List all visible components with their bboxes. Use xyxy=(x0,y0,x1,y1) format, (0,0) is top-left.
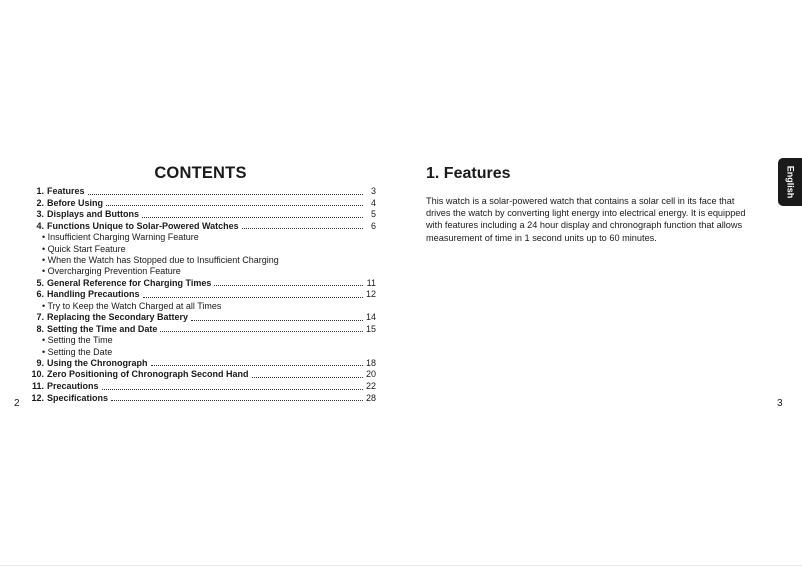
toc-leader-dots xyxy=(160,330,363,332)
toc-entry-page: 3 xyxy=(370,186,376,196)
toc-entry-title: Replacing the Secondary Battery xyxy=(47,312,189,323)
toc-entry-page: 5 xyxy=(370,209,376,220)
toc-entry-page: 6 xyxy=(370,220,376,231)
toc-leader-dots xyxy=(142,216,363,218)
toc-leader-dots xyxy=(214,284,363,286)
toc-entry-number: 1. xyxy=(36,186,44,196)
toc-entry-number: 4. xyxy=(36,220,44,231)
toc-entry-title: Precautions xyxy=(47,381,99,392)
toc-subentry: • Try to Keep the Watch Charged at all Times xyxy=(42,300,222,311)
toc-entry-number: 3. xyxy=(36,209,44,220)
toc-leader-dots xyxy=(106,204,363,206)
toc-entry-page: 11 xyxy=(366,277,376,288)
page-number-left: 2 xyxy=(14,398,20,409)
toc-subentry: • Setting the Time xyxy=(42,335,113,346)
toc-entry-page: 18 xyxy=(365,357,376,368)
toc-entry-title: Handling Precautions xyxy=(47,289,140,300)
toc-entry-title: Using the Chronograph xyxy=(47,357,148,368)
toc-leader-dots xyxy=(252,376,363,378)
toc-entry-title: Before Using xyxy=(47,197,104,208)
toc-entry-page: 28 xyxy=(365,392,376,403)
toc-leader-dots xyxy=(151,364,363,366)
toc-entry-page: 20 xyxy=(365,369,376,380)
toc-entry xyxy=(28,186,376,198)
table-of-contents xyxy=(28,186,376,404)
toc-entry-number: 9. xyxy=(36,357,44,368)
toc-entry-page: 12 xyxy=(365,289,376,300)
toc-entry xyxy=(28,221,376,233)
toc-entry xyxy=(28,381,376,393)
toc-leader-dots xyxy=(242,227,363,229)
toc-entry xyxy=(28,278,376,290)
toc-entry xyxy=(28,289,376,301)
toc-subentry: • Insufficient Charging Warning Feature xyxy=(42,232,199,243)
toc-subentry: • Setting the Date xyxy=(42,346,113,357)
toc-entry-title: Features xyxy=(47,186,85,196)
toc-subentry: • When the Watch has Stopped due to Insufficient Charging xyxy=(42,254,279,265)
toc-entry-page: 4 xyxy=(370,197,376,208)
toc-entry-number: 10. xyxy=(31,369,44,380)
toc-entry-page: 15 xyxy=(365,323,376,334)
toc-entry xyxy=(28,209,376,221)
toc-entry xyxy=(28,358,376,370)
contents-heading: CONTENTS xyxy=(154,164,247,182)
toc-entry-number: 11. xyxy=(31,381,44,392)
toc-subentry: • Overcharging Prevention Feature xyxy=(42,266,181,277)
page-number-right: 3 xyxy=(777,398,783,409)
features-paragraph: This watch is a solar-powered watch that contains a solar cell in its face that drives the watch by converting light energy into electrical energy. It is equipped with features including a 24 hour display and chronograph function that allows measurement of time in 1 second units up to 60 minutes. xyxy=(426,196,746,243)
toc-entry-title: Specifications xyxy=(47,392,109,403)
toc-entry xyxy=(28,369,376,381)
toc-leader-dots xyxy=(191,319,363,321)
toc-entry-number: 8. xyxy=(36,323,44,334)
toc-leader-dots xyxy=(88,193,363,195)
toc-entry xyxy=(28,393,376,405)
toc-leader-dots xyxy=(102,388,363,390)
toc-entry-number: 6. xyxy=(36,289,44,300)
features-heading: 1. Features xyxy=(426,165,511,182)
toc-entry-title: General Reference for Charging Times xyxy=(47,277,212,288)
toc-leader-dots xyxy=(111,399,363,401)
toc-entry xyxy=(28,324,376,336)
toc-entry-page: 14 xyxy=(365,312,376,323)
toc-entry xyxy=(28,312,376,324)
toc-entry-title: Functions Unique to Solar-Powered Watches xyxy=(47,220,239,231)
toc-entry-title: Setting the Time and Date xyxy=(47,323,158,334)
toc-entry-page: 22 xyxy=(365,381,376,392)
toc-entry-number: 2. xyxy=(36,197,44,208)
toc-entry-number: 12. xyxy=(31,392,44,403)
toc-entry-title: Displays and Buttons xyxy=(47,209,140,220)
language-tab xyxy=(778,158,802,206)
bottom-divider xyxy=(0,565,802,566)
toc-entry-number: 7. xyxy=(36,312,44,323)
toc-entry xyxy=(28,198,376,210)
toc-entry-number: 5. xyxy=(36,277,44,288)
language-tab-label: English xyxy=(785,165,796,199)
toc-entry-title: Zero Positioning of Chronograph Second Hand xyxy=(47,369,249,380)
toc-subentry: • Quick Start Feature xyxy=(42,243,126,254)
toc-leader-dots xyxy=(143,296,363,298)
